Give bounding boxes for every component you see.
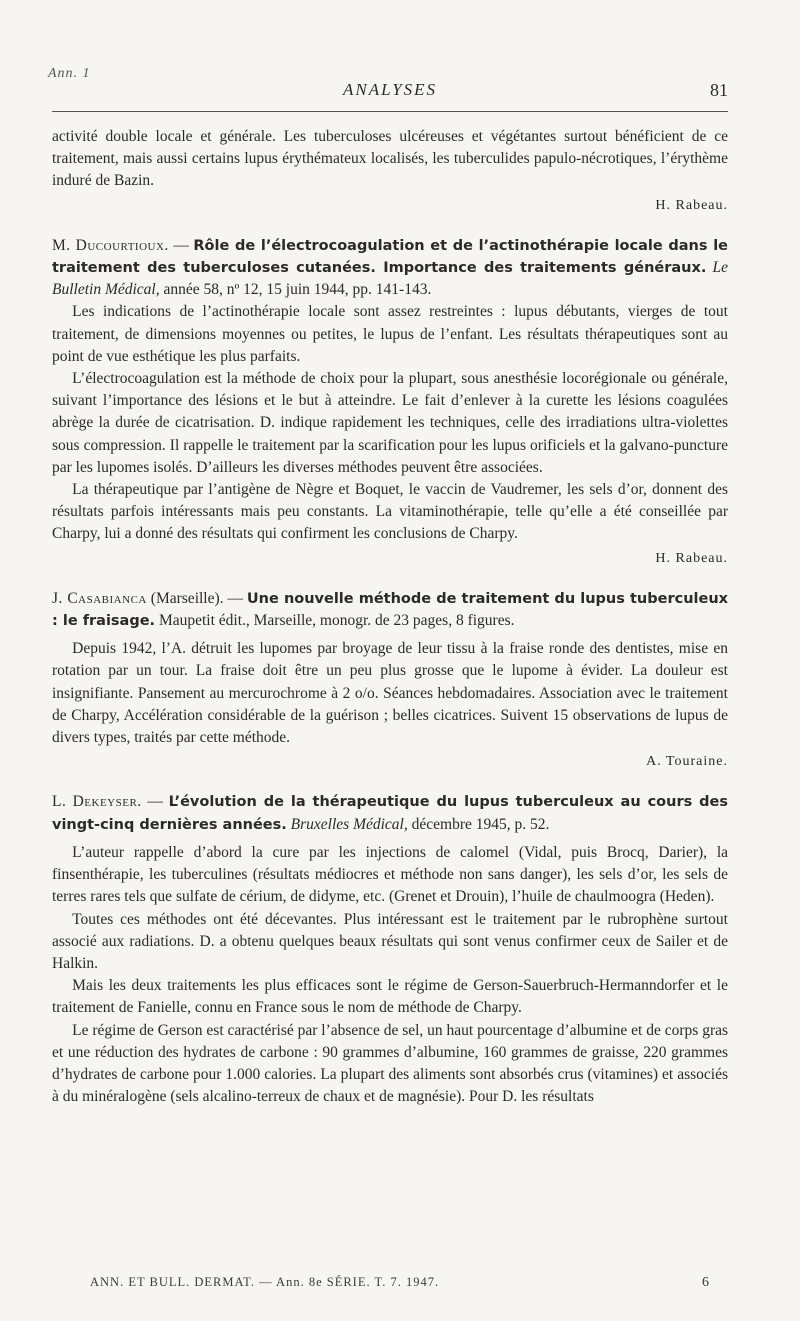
page-header <box>52 80 728 104</box>
entry-author: L. Dekeyser. <box>52 793 142 811</box>
entry-source: décembre 1945, p. 52. <box>407 815 550 833</box>
entry-author: J. Casabianca <box>52 589 147 607</box>
signature: A. Touraine. <box>646 754 728 770</box>
entry-journal: Le Bulletin Médical, <box>52 259 728 299</box>
continuation-paragraph: activité double locale et générale. Les tuberculoses ulcéreuses et végétantes surtout bénéficient de ce traitement, mais aussi certains lupus érythémateux localisés, les tuberculides papulo-nécrotiques, l’érythème induré de Bazin. <box>52 128 728 190</box>
review-entry <box>52 235 728 570</box>
entry-paragraph: Mais les deux traitements les plus efficaces sont le régime de Gerson-Sauerbruch-Hermanndorfer et le traitement de Fanielle, connu en France sous le nom de méthode de Charpy. <box>52 977 728 1017</box>
entry-heading <box>52 588 728 632</box>
entry-paragraph: Le régime de Gerson est caractérisé par l’absence de sel, un haut pourcentage d’albumine et de corps gras et une réduction des hydrates de carbone : 90 grammes d’albumine, 160 grammes de graisse, 220 grammes d’hydrates de carbone pour 1.000 calories. La plupart des aliments sont absorbés crus (vitamines) et associés à du minéralogène (sels alcalino-terreux de chaux et de magnésie). Pour D. les résultats <box>52 1021 729 1106</box>
entry-title: Une nouvelle méthode de traitement du lupus tuberculeux : le fraisage. <box>52 590 729 630</box>
page-number: 81 <box>710 80 728 100</box>
running-title: ANALYSES <box>342 80 438 99</box>
page-footer <box>90 1275 710 1290</box>
entry-source: année 58, nº 12, 15 juin 1944, pp. 141-143. <box>159 281 432 299</box>
entry-title: Rôle de l’électrocoagulation et de l’actinothérapie locale dans le traitement des tuberculoses cutanées. Importance des traitements généraux. <box>52 237 728 277</box>
entry-heading <box>52 791 728 835</box>
entry-journal: Bruxelles Médical, <box>290 815 408 833</box>
entry-paragraph: La thérapeutique par l’antigène de Nègre et Boquet, le vaccin de Vaudremer, les sels d’or, donnent des résultats parfois intéressants mais peu constants. La vitaminothérapie, telle qu’elle a été conseillée par Charpy, lui a donné des résultats qui confirment les conclusions de Charpy. <box>52 481 728 543</box>
signature: H. Rabeau. <box>655 550 728 566</box>
entry-paragraph: Les indications de l’actinothérapie locale sont assez restreintes : lupus débutants, vierges de tout traitement, de dimensions moyennes ou petites, le lupus de l’enfant. Les résultats thérapeutiques sont au point de vue esthétique les plus parfaits. <box>52 303 728 365</box>
sheet-number: 6 <box>702 1275 710 1290</box>
entry-source: Maupetit édit., Marseille, monogr. de 23 pages, 8 figures. <box>155 612 515 630</box>
entry-paragraph: Toutes ces méthodes ont été décevantes. Plus intéressant est le traitement par le rubrophène surtout associé aux radiations. D. a obtenu quelques beaux résultats qui sont venus confirmer ceux de Sailer et de Halkin. <box>52 910 728 972</box>
footer-citation: ANN. ET BULL. DERMAT. — Ann. 8e SÉRIE. T. 7. 1947. <box>90 1275 440 1289</box>
entry-title: L’évolution de la thérapeutique du lupus tuberculeux au cours des vingt-cinq dernières années. <box>52 794 729 833</box>
signature: H. Rabeau. <box>655 197 728 213</box>
header-rule <box>52 111 728 112</box>
entry-paragraph: L’auteur rappelle d’abord la cure par les injections de calomel (Vidal, puis Brocq, Darier), la finsenthérapie, les tuberculines (résultats médiocres et méthode non sans danger), les sels d’or, les sels de terres rares tels que sulfate de cérium, de didyme, etc. (Grenet et Drouin), l’huile de chaulmoogra (Heden). <box>52 843 728 906</box>
entry-dash: — <box>168 236 194 254</box>
entry-dash: — <box>223 589 247 607</box>
page-body <box>52 126 728 1108</box>
entry-dash: — <box>141 793 169 811</box>
annotation: Ann. 1 <box>48 66 91 81</box>
review-entry <box>52 588 728 774</box>
entry-affiliation: (Marseille). <box>146 589 224 607</box>
entry-heading <box>52 235 728 302</box>
entry-author: M. Ducourtioux. <box>52 236 169 254</box>
entry-paragraph: Depuis 1942, l’A. détruit les lupomes par broyage de leur tissu à la fraise ronde des dentistes, mise en rotation par un tour. La fraise doit être un peu plus grosse que le lupome à évider. La douleur est insignifiante. Pansement au mercurochrome à 2 o/o. Séances hebdomadaires. Association avec le traitement de Charpy, Accélération considérable de la guérison ; belles cicatrices. Suivent 15 observations de lupus de divers types, traités par cette méthode. <box>52 640 728 747</box>
entry-paragraph: L’électrocoagulation est la méthode de choix pour la plupart, sous anesthésie locorégionale ou générale, suivant l’importance des lésions et le but à atteindre. Le fait d’enlever à la curette les lésions coagulées abrège la durée de cicatrisation. D. indique rapidement les techniques, celle des irradiations ultra-violettes sous compression. Il rappelle le traitement par la scarification pour les lupus orificiels et la galvano-puncture par les lupomes isolés. D’ailleurs les diverses méthodes peuvent être associées. <box>52 370 728 476</box>
review-entry <box>52 791 728 1108</box>
